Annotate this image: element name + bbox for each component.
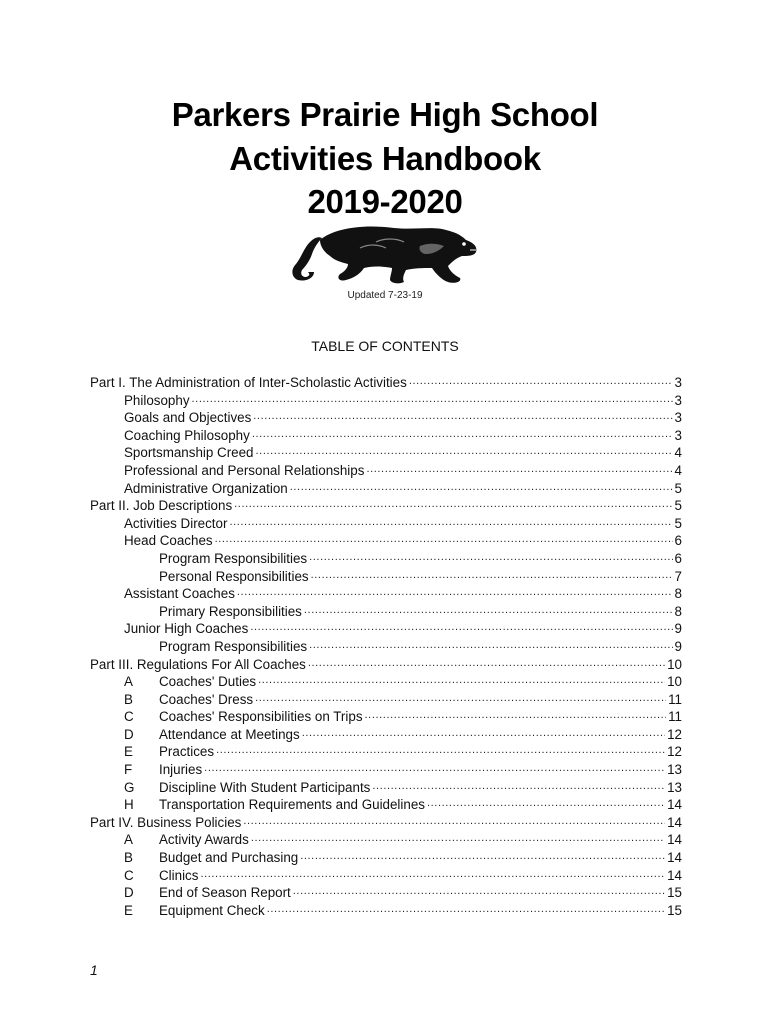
toc-entry-title: Sportsmanship Creed bbox=[124, 445, 254, 461]
toc-entry-page: 9 bbox=[674, 638, 682, 654]
toc-entry-title: Administrative Organization bbox=[124, 480, 288, 496]
toc-entry-letter: F bbox=[124, 762, 133, 778]
toc-entry-title: Attendance at Meetings bbox=[159, 726, 300, 742]
toc-entry-letter: G bbox=[124, 779, 135, 795]
toc-entry-page: 3 bbox=[674, 427, 682, 443]
toc-entry-title: Practices bbox=[159, 744, 215, 760]
toc-entry-page: 6 bbox=[674, 550, 682, 566]
toc-entry-letter: B bbox=[124, 850, 133, 866]
toc-entry-title: Professional and Personal Relationships bbox=[124, 462, 365, 478]
toc-entry-page: 9 bbox=[674, 621, 682, 637]
toc-entry-title: Equipment Check bbox=[159, 902, 265, 918]
toc-entry-title: Part III. Regulations For All Coaches bbox=[90, 656, 306, 672]
toc-entry-page: 5 bbox=[674, 498, 682, 514]
toc-entry-letter: E bbox=[124, 902, 133, 918]
updated-date: Updated 7-23-19 bbox=[347, 290, 423, 301]
toc-entry-title: Head Coaches bbox=[124, 533, 213, 549]
toc-entry-page: 11 bbox=[668, 691, 682, 707]
toc-entry-page: 15 bbox=[667, 902, 682, 918]
toc-entry-title: Program Responsibilities bbox=[159, 638, 308, 654]
toc-entry-page: 5 bbox=[674, 515, 682, 531]
toc-entry-letter: E bbox=[124, 744, 133, 760]
toc-entry-page: 14 bbox=[667, 850, 682, 866]
toc-entry-title: Part II. Job Descriptions bbox=[90, 498, 233, 514]
document-subtitle: Activities Handbook bbox=[229, 140, 541, 177]
toc-entry-title: Philosophy bbox=[124, 392, 190, 408]
toc-entry-page: 8 bbox=[674, 603, 682, 619]
toc-entry-letter: C bbox=[124, 709, 134, 725]
toc-entry-letter: C bbox=[124, 867, 134, 883]
toc-entry-letter: D bbox=[124, 726, 134, 742]
toc-entry-letter: H bbox=[124, 797, 134, 813]
toc-entry-title: Budget and Purchasing bbox=[159, 850, 299, 866]
toc-entry-page: 13 bbox=[667, 779, 682, 795]
toc-entry-title: Personal Responsibilities bbox=[159, 568, 309, 584]
toc-entry-page: 8 bbox=[674, 586, 682, 602]
table-of-contents bbox=[90, 374, 682, 919]
toc-entry-page: 5 bbox=[674, 480, 682, 496]
toc-entry-title: Coaches' Dress bbox=[159, 691, 254, 707]
toc-entry-letter: A bbox=[124, 674, 133, 690]
document-title: Parkers Prairie High School bbox=[171, 96, 599, 133]
toc-entry-title: Transportation Requirements and Guidelines bbox=[159, 797, 425, 813]
toc-entry-letter: D bbox=[124, 885, 134, 901]
toc-entry-title: Coaches' Responsibilities on Trips bbox=[159, 709, 363, 725]
toc-entry-page: 4 bbox=[674, 462, 682, 478]
toc-entry-title: Part I. The Administration of Inter-Scholastic Activities bbox=[90, 375, 407, 390]
toc-entry-title: Program Responsibilities bbox=[159, 550, 308, 566]
toc-dot-leader bbox=[267, 899, 665, 919]
toc-entry-page: 6 bbox=[674, 533, 682, 549]
document-year: 2019-2020 bbox=[307, 183, 463, 220]
toc-entry-page: 13 bbox=[667, 762, 682, 778]
toc-entry-page: 3 bbox=[674, 410, 682, 426]
toc-entry-page: 12 bbox=[667, 726, 682, 742]
toc-entry-letter: A bbox=[124, 832, 133, 848]
toc-entry-page: 3 bbox=[674, 375, 682, 390]
toc-entry-page: 7 bbox=[674, 568, 682, 584]
toc-entry-title: Activities Director bbox=[124, 515, 228, 531]
page-number: 1 bbox=[90, 962, 98, 978]
toc-entry-page: 14 bbox=[667, 867, 682, 883]
toc-entry-title: Discipline With Student Participants bbox=[159, 779, 371, 795]
toc-entry-page: 4 bbox=[674, 445, 682, 461]
toc-entry-page: 11 bbox=[668, 709, 682, 725]
toc-entry-title: Primary Responsibilities bbox=[159, 603, 302, 619]
toc-entry-title: Activity Awards bbox=[159, 832, 249, 848]
toc-entry-page: 3 bbox=[674, 392, 682, 408]
toc-entry-page: 12 bbox=[667, 744, 682, 760]
toc-entry-title: Junior High Coaches bbox=[124, 621, 249, 637]
toc-entry-title: Clinics bbox=[159, 867, 199, 883]
toc-entry-title: Part IV. Business Policies bbox=[90, 814, 242, 830]
toc-entry-page: 14 bbox=[667, 814, 682, 830]
toc-entry-letter: B bbox=[124, 691, 133, 707]
toc-entry-title: Injuries bbox=[159, 762, 203, 778]
toc-entry bbox=[90, 902, 682, 920]
toc-entry-page: 14 bbox=[667, 832, 682, 848]
toc-heading: TABLE OF CONTENTS bbox=[311, 338, 459, 354]
toc-entry-title: Goals and Objectives bbox=[124, 410, 252, 426]
toc-entry-title: Coaching Philosophy bbox=[124, 427, 250, 443]
toc-entry-page: 10 bbox=[667, 674, 682, 690]
toc-entry-title: End of Season Report bbox=[159, 885, 291, 901]
panther-logo-icon bbox=[284, 220, 484, 288]
toc-entry-page: 10 bbox=[667, 656, 682, 672]
toc-entry-page: 15 bbox=[667, 885, 682, 901]
toc-entry-page: 14 bbox=[667, 797, 682, 813]
toc-entry-title: Assistant Coaches bbox=[124, 586, 235, 602]
toc-entry-title: Coaches' Duties bbox=[159, 674, 257, 690]
